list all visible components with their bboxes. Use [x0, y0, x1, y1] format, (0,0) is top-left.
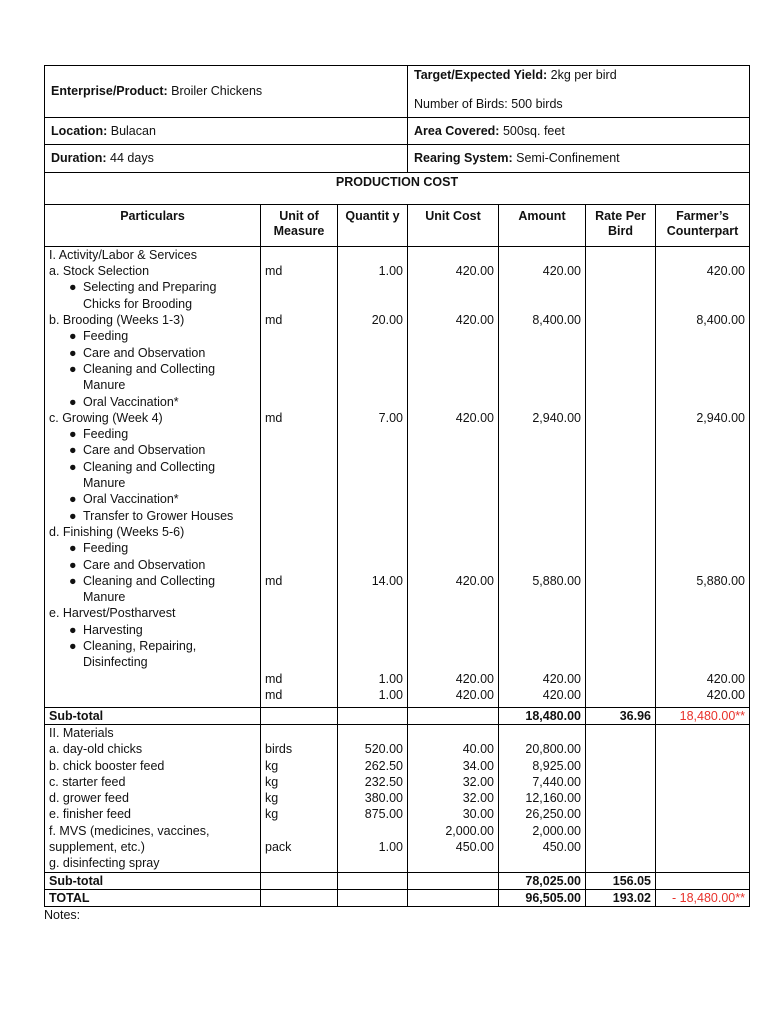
- subtotal-rate: 156.05: [586, 872, 656, 889]
- list-item: ● Feeding: [69, 541, 129, 556]
- subtotal-rate: 36.96: [586, 707, 656, 724]
- enterprise-cell: [45, 66, 408, 118]
- enterprise-label: Enterprise/Product:: [51, 84, 168, 99]
- list-item: ● Care and Observation: [69, 557, 206, 572]
- area-label: Area Covered:: [414, 124, 500, 138]
- subtotal-amount: 18,480.00: [499, 707, 586, 724]
- rearing-label: Rearing System:: [414, 151, 513, 166]
- list-item: ● Transfer to Grower Houses: [69, 508, 234, 523]
- header-unit-cost: Unit Cost: [408, 204, 499, 246]
- rearing-cell: [408, 145, 750, 172]
- location-cell: [45, 118, 408, 145]
- labor-qty: 1.00 20.00 7.00 14.00 1.00 1.00: [338, 246, 408, 707]
- subtotal-farmer: 18,480.00**: [656, 707, 750, 724]
- location-label: Location:: [51, 124, 108, 138]
- labor-amount: 420.00 8,400.00 2,940.00 5,880.00 420.00 420.00: [499, 246, 586, 707]
- list-item: ● Cleaning and Collecting Manure: [69, 573, 216, 605]
- duration-value: 44 days: [110, 151, 154, 166]
- total-rate: 193.02: [586, 889, 656, 906]
- materials-units: birds kg kg kg kg pack: [261, 724, 338, 872]
- labor-particulars: [45, 246, 261, 707]
- subtotal-materials-row: [45, 872, 750, 889]
- total-amount: 96,505.00: [499, 889, 586, 906]
- materials-section-row: [45, 724, 750, 872]
- list-item: e. finisher feed: [49, 807, 131, 822]
- labor-rate: [586, 246, 656, 707]
- info-row-duration: [45, 145, 750, 172]
- list-item: f. MVS (medicines, vaccines,: [49, 823, 210, 838]
- finishing-label: d. Finishing (Weeks 5-6): [49, 524, 185, 539]
- info-row-location: [45, 118, 750, 145]
- header-unit: Unit of Measure: [261, 204, 338, 246]
- list-item: supplement, etc.): [49, 839, 145, 854]
- subtotal-labor-row: [45, 707, 750, 724]
- harvest-label: e. Harvest/Postharvest: [49, 606, 176, 621]
- total-label: TOTAL: [45, 889, 261, 906]
- brooding-label: b. Brooding (Weeks 1-3): [49, 313, 185, 328]
- header-particulars: Particulars: [45, 204, 261, 246]
- total-row: [45, 889, 750, 906]
- labor-farmer: 420.00 8,400.00 2,940.00 5,880.00 420.00 420.00: [656, 246, 750, 707]
- list-item: ● Care and Observation: [69, 345, 206, 360]
- list-item: b. chick booster feed: [49, 758, 165, 773]
- area-value: 500sq. feet: [502, 124, 565, 138]
- list-item: ● Cleaning and Collecting Manure: [69, 361, 216, 393]
- list-item: ● Cleaning and Collecting Manure: [69, 459, 216, 491]
- list-item: ● Feeding: [69, 329, 129, 344]
- list-item: ● Harvesting: [69, 622, 143, 637]
- notes-label: Notes:: [44, 908, 81, 923]
- duration-cell: [45, 145, 408, 172]
- duration-label: Duration:: [51, 151, 107, 166]
- header-amount: Amount: [499, 204, 586, 246]
- list-item: ● Oral Vaccination*: [69, 394, 179, 409]
- list-item: g. disinfecting spray: [49, 856, 160, 871]
- materials-rate: [586, 724, 656, 872]
- labor-section-row: [45, 246, 750, 707]
- list-item: ● Cleaning, Repairing, Disinfecting: [69, 639, 197, 670]
- list-item: c. starter feed: [49, 774, 126, 789]
- subtotal-label: Sub-total: [45, 872, 261, 889]
- target-value: 2kg per bird: [550, 68, 617, 82]
- labor-heading: I. Activity/Labor & Services: [49, 247, 197, 262]
- total-farmer: - 18,480.00**: [656, 889, 750, 906]
- materials-cost: 40.00 34.00 32.00 32.00 30.00 2,000.00 450.00: [408, 724, 499, 872]
- header-quantity: Quantit y: [338, 204, 408, 246]
- target-label: Target/Expected Yield:: [414, 68, 548, 82]
- enterprise-value: Broiler Chickens: [171, 84, 263, 99]
- list-item: ● Selecting and Preparing Chicks for Brooding: [69, 280, 217, 311]
- info-table: [44, 65, 750, 205]
- cost-table: [44, 204, 750, 907]
- materials-amount: 20,800.00 8,925.00 7,440.00 12,160.00 26,250.00 2,000.00 450.00: [499, 724, 586, 872]
- materials-farmer: [656, 724, 750, 872]
- target-cell: [408, 66, 750, 118]
- production-cost-title: PRODUCTION COST: [45, 172, 750, 204]
- materials-particulars: [45, 724, 261, 872]
- header-farmer: Farmer’s Counterpart: [656, 204, 750, 246]
- materials-qty: 520.00 262.50 232.50 380.00 875.00 1.00: [338, 724, 408, 872]
- stock-selection-label: a. Stock Selection: [49, 264, 150, 279]
- production-title-row: [45, 172, 750, 204]
- labor-units: md md md md md md: [261, 246, 338, 707]
- production-cost-sheet: [44, 65, 749, 923]
- location-value: Bulacan: [110, 124, 156, 138]
- subtotal-amount: 78,025.00: [499, 872, 586, 889]
- subtotal-label: Sub-total: [45, 707, 261, 724]
- area-cell: [408, 118, 750, 145]
- table-header-row: [45, 204, 750, 246]
- info-row-enterprise: [45, 66, 750, 118]
- growing-label: c. Growing (Week 4): [49, 410, 163, 425]
- birds-text: Number of Birds: 500 birds: [414, 97, 563, 111]
- list-item: d. grower feed: [49, 791, 129, 806]
- list-item: a. day-old chicks: [49, 742, 143, 757]
- list-item: ● Feeding: [69, 427, 129, 442]
- materials-heading: II. Materials: [49, 725, 114, 740]
- labor-cost: 420.00 420.00 420.00 420.00 420.00 420.00: [408, 246, 499, 707]
- header-rate: Rate Per Bird: [586, 204, 656, 246]
- rearing-value: Semi-Confinement: [516, 151, 620, 166]
- list-item: ● Oral Vaccination*: [69, 492, 179, 507]
- list-item: ● Care and Observation: [69, 443, 206, 458]
